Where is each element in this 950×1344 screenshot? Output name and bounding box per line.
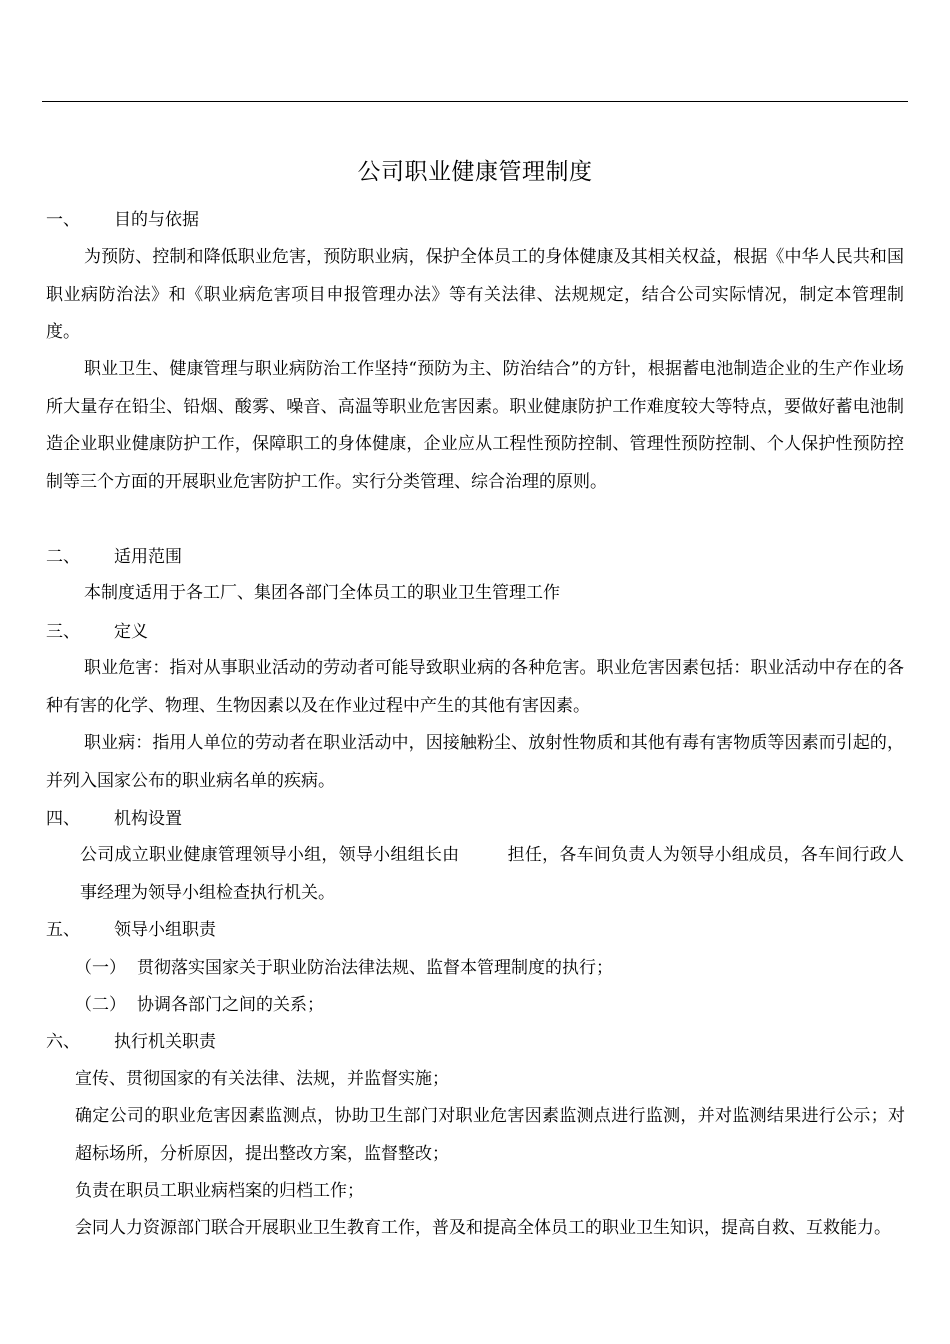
section-heading-2 (46, 545, 182, 569)
section-number: 五、 (46, 920, 80, 940)
section-number: 二、 (46, 547, 80, 567)
list-item: 宣传、贯彻国家的有关法律、法规，并监督实施； (75, 1069, 449, 1089)
section-title: 领导小组职责 (114, 920, 216, 940)
section-heading-5 (46, 918, 216, 942)
section-title: 适用范围 (114, 547, 182, 567)
header-rule (42, 101, 908, 102)
paragraph-text-before-blank: 公司成立职业健康管理领导小组，领导小组组长由 (80, 845, 460, 865)
paragraph: 职业病：指用人单位的劳动者在职业活动中，因接触粉尘、放射性物质和其他有毒有害物质等因素而引起的，并列入国家公布的职业病名单的疾病。 (46, 733, 904, 791)
section-heading-4 (46, 807, 182, 831)
list-item-text: 贯彻落实国家关于职业防治法律法规、监督本管理制度的执行； (137, 958, 613, 978)
list-item-text: 协调各部门之间的关系； (137, 995, 324, 1015)
section-number: 四、 (46, 809, 80, 829)
paragraph (80, 837, 904, 912)
section-number: 三、 (46, 622, 80, 642)
list-item-number: （一） (75, 958, 126, 978)
paragraph: 本制度适用于各工厂、集团各部门全体员工的职业卫生管理工作 (84, 583, 560, 603)
section-title: 执行机关职责 (114, 1032, 216, 1052)
section-title: 机构设置 (114, 809, 182, 829)
list-item-number: （二） (75, 995, 126, 1015)
paragraph-text-after-blank: 担任，各车间负责人为领导小组成员，各车间行政人事经理为领导小组检查执行机关。 (80, 845, 905, 903)
section-heading-1 (46, 208, 199, 232)
document-title: 公司职业健康管理制度 (357, 159, 593, 185)
paragraph: 为预防、控制和降低职业危害，预防职业病，保护全体员工的身体健康及其相关权益，根据《中华人民共和国职业病防治法》和《职业病危害项目申报管理办法》等有关法律、法规规定，结合公司实际情况，制定本管理制度。 (46, 247, 904, 342)
section-title: 目的与依据 (114, 210, 199, 230)
section-heading-3 (46, 620, 148, 644)
list-item (75, 956, 613, 980)
section-heading-6 (46, 1030, 216, 1054)
section-number: 六、 (46, 1032, 80, 1052)
list-item: 负责在职员工职业病档案的归档工作； (75, 1181, 364, 1201)
paragraph: 职业危害：指对从事职业活动的劳动者可能导致职业病的各种危害。职业危害因素包括：职业活动中存在的各种有害的化学、物理、生物因素以及在作业过程中产生的其他有害因素。 (46, 658, 904, 716)
paragraph: 职业卫生、健康管理与职业病防治工作坚持“预防为主、防治结合”的方针，根据蓄电池制造企业的生产作业场所大量存在铅尘、铅烟、酸雾、噪音、高温等职业危害因素。职业健康防护工作难度较大等特点，要做好蓄电池制造企业职业健康防护工作，保障职工的身体健康，企业应从工程性预防控制、管理性预防控制、个人保护性预防控制等三个方面的开展职业危害防护工作。实行分类管理、综合治理的原则。 (46, 359, 904, 492)
section-title: 定义 (114, 622, 148, 642)
list-item: 会同人力资源部门联合开展职业卫生教育工作，普及和提高全体员工的职业卫生知识，提高自救、互救能力。 (75, 1218, 891, 1238)
list-item (75, 993, 324, 1017)
list-item: 确定公司的职业危害因素监测点，协助卫生部门对职业危害因素监测点进行监测，并对监测结果进行公示；对超标场所，分析原因，提出整改方案，监督整改； (75, 1106, 905, 1164)
section-number: 一、 (46, 210, 80, 230)
